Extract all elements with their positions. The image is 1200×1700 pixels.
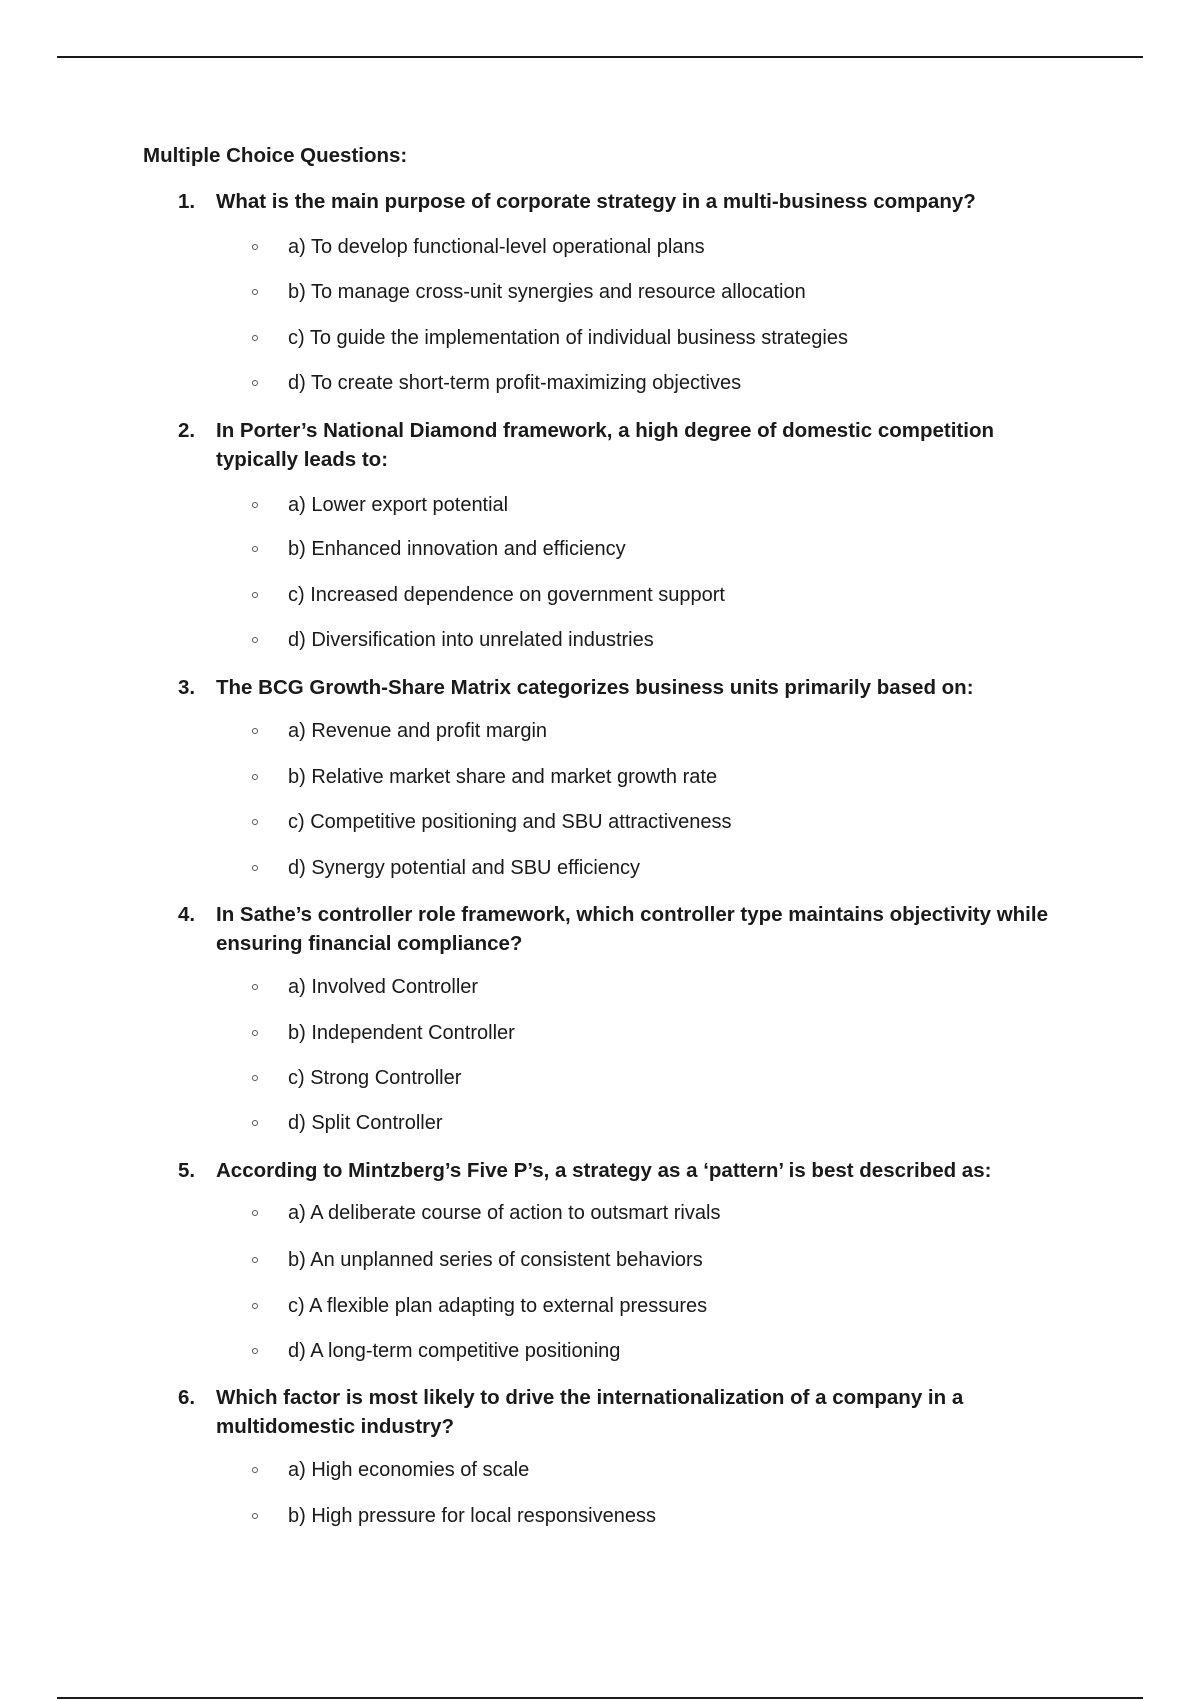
question-number: 2. xyxy=(178,419,196,442)
circle-bullet-icon xyxy=(252,1120,258,1126)
option-text: c) To guide the implementation of individual business strategies xyxy=(288,327,848,349)
circle-bullet-icon xyxy=(252,244,258,250)
option-text: a) Involved Controller xyxy=(288,976,479,998)
top-rule xyxy=(57,56,1143,58)
option-text: c) Competitive positioning and SBU attractiveness xyxy=(288,811,732,833)
question-1 xyxy=(178,187,1058,394)
circle-bullet-icon xyxy=(252,1075,258,1081)
circle-bullet-icon xyxy=(252,335,258,341)
option-text: a) To develop functional-level operational plans xyxy=(288,236,705,258)
option-text: d) To create short-term profit-maximizing objectives xyxy=(288,372,742,394)
option-text: a) A deliberate course of action to outsmart rivals xyxy=(288,1202,721,1224)
circle-bullet-icon xyxy=(252,1348,258,1354)
question-5 xyxy=(178,1156,1058,1362)
question-text: In Porter’s National Diamond framework, a high degree of domestic competition typically leads to: xyxy=(216,419,994,471)
question-number: 1. xyxy=(178,190,196,213)
question-text: What is the main purpose of corporate strategy in a multi-business company? xyxy=(216,190,976,213)
circle-bullet-icon xyxy=(252,728,258,734)
question-text: Which factor is most likely to drive the internationalization of a company in a multidomestic industry? xyxy=(216,1386,964,1438)
circle-bullet-icon xyxy=(252,592,258,598)
circle-bullet-icon xyxy=(252,984,258,990)
option-text: a) High economies of scale xyxy=(288,1459,530,1481)
option-text: c) Strong Controller xyxy=(288,1067,462,1089)
option-text: a) Lower export potential xyxy=(288,494,509,516)
option-text: b) High pressure for local responsiveness xyxy=(288,1505,656,1527)
option-text: d) A long-term competitive positioning xyxy=(288,1340,621,1362)
question-3 xyxy=(178,673,1058,879)
option-text: d) Split Controller xyxy=(288,1112,443,1134)
option-text: b) Relative market share and market growth rate xyxy=(288,766,718,788)
bottom-rule xyxy=(57,1697,1143,1699)
circle-bullet-icon xyxy=(252,774,258,780)
circle-bullet-icon xyxy=(252,1303,258,1309)
question-6 xyxy=(178,1383,1058,1527)
circle-bullet-icon xyxy=(252,289,258,295)
option-text: c) A flexible plan adapting to external pressures xyxy=(288,1295,708,1317)
option-text: b) Independent Controller xyxy=(288,1022,515,1044)
circle-bullet-icon xyxy=(252,502,258,508)
circle-bullet-icon xyxy=(252,1030,258,1036)
circle-bullet-icon xyxy=(252,1513,258,1519)
question-text: In Sathe’s controller role framework, which controller type maintains objectivity while ensuring financial compliance? xyxy=(216,903,1048,955)
question-number: 4. xyxy=(178,903,196,926)
circle-bullet-icon xyxy=(252,865,258,871)
question-2 xyxy=(178,416,1058,651)
option-text: b) Enhanced innovation and efficiency xyxy=(288,538,626,560)
option-text: c) Increased dependence on government support xyxy=(288,584,725,606)
option-text: b) To manage cross-unit synergies and resource allocation xyxy=(288,281,806,303)
circle-bullet-icon xyxy=(252,1257,258,1263)
section-heading: Multiple Choice Questions: xyxy=(143,144,408,167)
circle-bullet-icon xyxy=(252,546,258,552)
question-text: According to Mintzberg’s Five P’s, a strategy as a ‘pattern’ is best described as: xyxy=(216,1159,992,1182)
option-text: d) Diversification into unrelated industries xyxy=(288,629,654,651)
circle-bullet-icon xyxy=(252,1467,258,1473)
option-text: b) An unplanned series of consistent behaviors xyxy=(288,1249,703,1271)
circle-bullet-icon xyxy=(252,819,258,825)
option-text: d) Synergy potential and SBU efficiency xyxy=(288,857,641,879)
circle-bullet-icon xyxy=(252,380,258,386)
question-number: 6. xyxy=(178,1386,196,1409)
question-4 xyxy=(178,900,1058,1134)
circle-bullet-icon xyxy=(252,1210,258,1216)
question-text: The BCG Growth-Share Matrix categorizes business units primarily based on: xyxy=(216,676,974,699)
question-number: 3. xyxy=(178,676,196,699)
question-number: 5. xyxy=(178,1159,196,1182)
circle-bullet-icon xyxy=(252,637,258,643)
option-text: a) Revenue and profit margin xyxy=(288,720,548,742)
